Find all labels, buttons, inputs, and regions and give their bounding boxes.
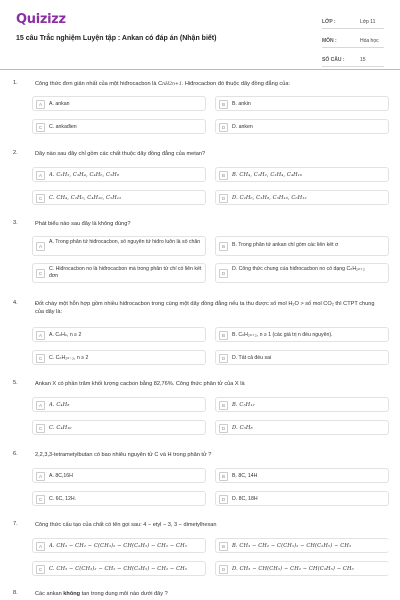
option-text: C. CₙH₂ₙ₋₂, n ≥ 2 — [49, 354, 89, 361]
option-c[interactable]: C C. CₙH₂ₙ₋₂, n ≥ 2 — [32, 350, 206, 365]
option-d[interactable]: D D. 8C, 18H — [215, 491, 389, 506]
option-text: B. CH₃ − CH₂ − C(CH₃)₂ − CH(C₂H₅) − CH₃ — [232, 542, 352, 549]
option-text: D. Tất cả đều sai — [232, 354, 272, 361]
option-c[interactable]: C C. ankađien — [32, 119, 206, 134]
option-d[interactable]: D D. Công thức chung của hiđrocacbon no có dạng CₙH₂ₙ₊₂ — [215, 263, 389, 283]
question-text: Phát biểu nào sau đây là không đúng? — [35, 221, 131, 227]
option-c[interactable]: C C. Hiđrocacbon no là hiđrocacbon mà trong phân tử chỉ có liên kết đơn — [32, 263, 206, 283]
option-a[interactable]: A A. CₙHₙ, n ≥ 2 — [32, 327, 206, 342]
option-b[interactable]: B B. CH₄, C₂H₂, C₃H₄, C₄H₁₀ — [215, 167, 389, 182]
option-text: A. Trong phân tử hiđrocacbon, số nguyên tử hiđro luôn là số chẵn — [49, 239, 201, 245]
emphasis: không — [63, 591, 81, 597]
option-a[interactable]: A A. ankan — [32, 96, 206, 111]
option-b[interactable]: B B. CₙH₂ₙ₊₂, n ≥ 1 (các giá trị n đều nguyên). — [215, 327, 389, 342]
option-text: D. CH₃ − CH(CH₃) − CH₂ − CH(C₂H₅) − CH₃ — [232, 565, 354, 572]
option-a[interactable]: A A. C₂H₂, C₃H₄, C₄H₆, C₅H₈ — [32, 167, 206, 182]
option-d[interactable]: D D. anken — [215, 119, 389, 134]
meta-label: SỐ CÂU : — [322, 57, 345, 63]
option-text: D. C₃H₈ — [232, 424, 253, 431]
page-header — [0, 0, 400, 72]
question-number: 5. — [13, 380, 18, 386]
option-c[interactable]: C C. C₄H₁₀ — [32, 420, 206, 435]
meta-row-class — [322, 13, 384, 29]
option-a[interactable]: A A. C₄H₈ — [32, 397, 206, 412]
question-text: Dãy nào sau đây chỉ gồm các chất thuộc dãy đồng đẳng của metan? — [35, 151, 206, 157]
option-text: C. CH₃ − C(CH₃)₂ − CH₂ − CH(C₂H₅) − CH₂ − CH₃ — [49, 565, 187, 572]
option-text: D. Công thức chung của hiđrocacbon no có dạng CₙH₂ₙ₊₂ — [232, 266, 365, 272]
question-number: 3. — [13, 220, 18, 226]
question-text: Công thức cấu tạo của chất có tên gọi sau: 4 − etyl − 3, 3 − dimetylhexan — [35, 522, 217, 528]
option-text: D. C₂H₆, C₃H₈, C₅H₁₀, C₆H₁₂ — [232, 194, 307, 201]
meta-value: Lớp 11 — [360, 19, 376, 25]
question-number: 1. — [13, 80, 18, 86]
option-text: A. 8C,16H — [49, 472, 73, 479]
question-text: Các ankan không tan trong dung môi nào dưới đây ? — [35, 591, 168, 597]
option-text: B. CH₄, C₂H₂, C₃H₄, C₄H₁₀ — [232, 171, 303, 178]
question-number: 8. — [13, 590, 18, 596]
option-a[interactable]: A A. 8C,16H — [32, 468, 206, 483]
option-d[interactable]: D D. CH₃ − CH(CH₃) − CH₂ − CH(C₂H₅) − CH₃ — [215, 561, 389, 576]
question-formula: nH2n+1 — [162, 82, 182, 87]
option-text: C. C₄H₁₀ — [49, 424, 72, 431]
meta-label: MÔN : — [322, 38, 337, 44]
option-text: A. C₄H₈ — [49, 401, 70, 408]
question-number: 6. — [13, 451, 18, 457]
option-d[interactable]: D D. C₂H₆, C₃H₈, C₅H₁₀, C₆H₁₂ — [215, 190, 389, 205]
option-text: C. ankađien — [49, 123, 77, 130]
option-d[interactable]: D D. Tất cả đều sai — [215, 350, 389, 365]
option-text: C. 6C, 12H. — [49, 495, 77, 502]
option-text: B. Trong phân tử ankan chỉ gồm các liên kết σ — [232, 242, 339, 248]
option-text: B. ankin — [232, 100, 251, 107]
question-number: 4. — [13, 300, 18, 306]
option-b[interactable]: B B. CH₃ − CH₂ − C(CH₃)₂ − CH(C₂H₅) − CH₃ — [215, 538, 389, 553]
option-text: D. 8C, 18H — [232, 495, 258, 502]
option-text: A. ankan — [49, 100, 70, 107]
option-d[interactable]: D D. C₃H₈ — [215, 420, 389, 435]
option-text: B. 8C, 14H — [232, 472, 258, 479]
quiz-meta — [322, 13, 384, 70]
option-text: D. anken — [232, 123, 253, 130]
option-b[interactable]: B B. Trong phân tử ankan chỉ gồm các liên kết σ — [215, 236, 389, 256]
option-text: A. C₂H₂, C₃H₄, C₄H₆, C₅H₈ — [49, 171, 120, 178]
option-a[interactable]: A A. Trong phân tử hiđrocacbon, số nguyên tử hiđro luôn là số chẵn — [32, 236, 206, 256]
meta-value: 15 — [360, 57, 366, 63]
option-c[interactable]: C C. CH₄, C₂H₆, C₄H₁₀, C₅H₁₂ — [32, 190, 206, 205]
question-number: 2. — [13, 150, 18, 156]
option-b[interactable]: B B. C₅H₁₂ — [215, 397, 389, 412]
question-text: Đốt cháy một hỗn hợp gồm nhiều hiđrocacbon trong cùng một dãy đồng đẳng nếu ta thu được số mol H₂O > số mol CO₂ thì CTPT chung của dãy là: — [35, 301, 375, 316]
question-text: 2,2,3,3-tetrametylbutan có bao nhiêu nguyên tử C và H trong phân tử ? — [35, 452, 212, 458]
page-title: 15 câu Trắc nghiệm Luyện tập : Ankan có đáp án (Nhận biết) — [16, 35, 217, 42]
meta-label: LỚP : — [322, 19, 336, 25]
meta-row-subject — [322, 32, 384, 48]
question-number: 7. — [13, 521, 18, 527]
option-text: A. CₙHₙ, n ≥ 2 — [49, 331, 82, 338]
option-text: B. C₅H₁₂ — [232, 401, 255, 408]
option-text: C. Hiđrocacbon no là hiđrocacbon mà trong phân tử chỉ có liên kết đơn — [49, 266, 202, 280]
quizizz-logo: Quizizz — [16, 12, 66, 27]
question-text: Ankan X có phần trăm khối lượng cacbon bằng 82,76%. Công thức phân tử của X là — [35, 381, 245, 387]
question-text: Công thức đơn giản nhất của một hiđrocacbon là CnH2n+1. Hiđrocacbon đó thuộc dãy đồng đẳng của: — [35, 81, 290, 87]
option-a[interactable]: A A. CH₃ − CH₂ − C(CH₃)₂ − CH(C₂H₅) − CH₂ − CH₃ — [32, 538, 206, 553]
option-b[interactable]: B B. 8C, 14H — [215, 468, 389, 483]
meta-row-count — [322, 51, 384, 67]
option-c[interactable]: C C. 6C, 12H. — [32, 491, 206, 506]
option-text: B. CₙH₂ₙ₊₂, n ≥ 1 (các giá trị n đều nguyên). — [232, 331, 333, 338]
option-text: C. CH₄, C₂H₆, C₄H₁₀, C₅H₁₂ — [49, 194, 122, 201]
meta-value: Hóa học — [360, 38, 379, 44]
option-c[interactable]: C C. CH₃ − C(CH₃)₂ − CH₂ − CH(C₂H₅) − CH₂ − CH₃ — [32, 561, 206, 576]
header-divider — [0, 69, 400, 70]
option-b[interactable]: B B. ankin — [215, 96, 389, 111]
option-text: A. CH₃ − CH₂ − C(CH₃)₂ − CH(C₂H₅) − CH₂ − CH₃ — [49, 542, 187, 549]
